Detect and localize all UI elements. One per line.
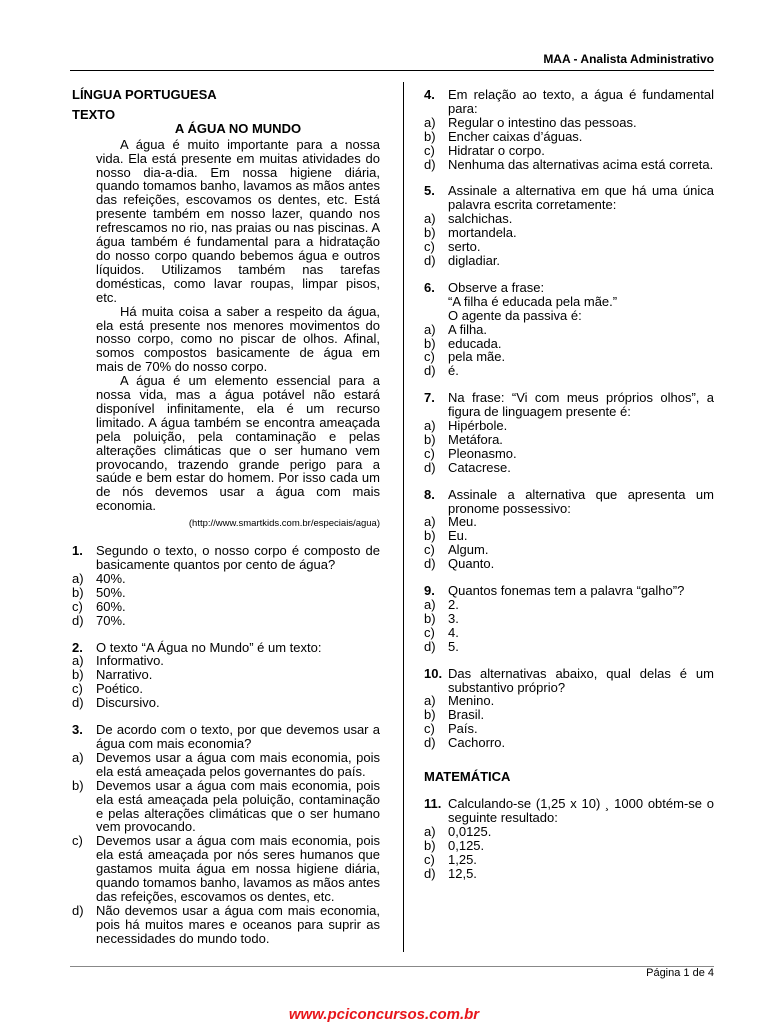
page-number: Página 1 de 4 [646,967,714,979]
option-letter: a) [72,570,84,586]
answer-option [424,529,714,543]
question-stem: Assinale a alternativa em que há uma única palavra escrita corretamente: [448,183,714,213]
question [424,797,714,880]
option-text: Pleonasmo. [448,445,517,461]
section-heading: LÍNGUA PORTUGUESA [72,87,217,102]
answer-option [424,612,714,626]
question-stem: Das alternativas abaixo, qual delas é um substantivo próprio? [448,665,714,695]
answer-option [424,722,714,736]
answer-option [424,433,714,447]
answer-option [72,586,380,600]
option-text: 4. [448,624,459,640]
option-letter: a) [424,418,436,434]
question [72,544,380,627]
question-stem: De acordo com o texto, por que devemos usar a água com mais economia? [96,722,380,751]
right-questions-b [424,391,714,750]
option-text: Hidratar o corpo. [448,142,545,158]
answer-option [424,323,714,337]
passage-source: (http://www.smartkids.com.br/especiais/agua) [188,518,380,530]
option-letter: b) [424,335,436,351]
option-letter: b) [424,431,436,447]
answer-option [72,600,380,614]
option-letter: a) [72,749,84,765]
answer-option [424,212,714,226]
question-number: 7. [424,390,435,406]
option-text: A filha. [448,321,488,337]
option-letter: d) [424,252,436,268]
q6-options [424,323,714,379]
option-text: Quanto. [448,556,495,572]
texto-label: TEXTO [72,106,116,122]
option-text: serto. [448,239,481,255]
right-column [424,88,714,880]
question-number: 9. [424,583,435,599]
option-letter: d) [424,156,436,172]
option-text: mortandela. [448,225,517,241]
question [424,488,714,571]
question [72,723,380,946]
option-letter: c) [72,598,83,614]
option-text: 40%. [96,570,126,586]
answer-option [424,708,714,722]
option-text: é. [448,363,459,379]
question-number: 2. [72,639,83,655]
option-letter: c) [424,542,435,558]
question [72,641,380,711]
option-letter: c) [424,349,435,365]
option-text: Narrativo. [96,667,153,683]
option-letter: b) [424,528,436,544]
question-number: 11. [424,795,442,811]
footer-rule [70,966,714,967]
option-text: Metáfora. [448,431,503,447]
exam-title: MAA - Analista Administrativo [543,52,714,66]
answer-option [424,337,714,351]
question [424,667,714,750]
option-text: 0,125. [448,837,485,853]
option-text: 12,5. [448,865,477,881]
answer-option [424,557,714,571]
answer-option [72,682,380,696]
question [424,391,714,474]
option-letter: d) [424,363,436,379]
option-letter: c) [424,624,435,640]
option-letter: d) [424,556,436,572]
answer-option [424,853,714,867]
option-text: Algum. [448,542,489,558]
answer-option [72,834,380,904]
answer-option [72,751,380,779]
answer-option [424,240,714,254]
right-questions-a [424,88,714,268]
option-letter: d) [424,865,436,881]
answer-option [424,419,714,433]
answer-option [424,116,714,130]
option-text: Encher caixas d’águas. [448,128,583,144]
option-letter: d) [424,459,436,475]
option-letter: c) [72,681,83,697]
answer-option [72,614,380,628]
question [424,88,714,171]
option-letter: d) [424,638,436,654]
option-text: Nenhuma das alternativas acima está correta. [448,156,714,172]
answer-option [424,867,714,881]
section2-heading: MATEMÁTICA [424,769,511,785]
option-text: educada. [448,335,502,351]
passage-paragraph: A água é um elemento essencial para a nossa vida, mas a água potável não estará disponível infinitamente, ela é um recurso limitado. A água também se encontra ameaçada pela poluição, pela contaminação e pelas alterações climáticas que o ser humano vem provocando, trazendo grande perigo para a saúde e bem estar do homem. Por isso cada um de nós devemos usar a água com mais economia. [96,373,380,514]
question-stem: Observe a frase: [448,279,545,295]
option-letter: d) [72,902,84,918]
answer-option [424,825,714,839]
answer-option [424,626,714,640]
question-stem: O texto “A Água no Mundo” é um texto: [96,639,322,655]
answer-option [424,447,714,461]
answer-option [424,461,714,475]
answer-option [424,515,714,529]
question-stem: Segundo o texto, o nosso corpo é composto de basicamente quantos por cento de água? [96,543,380,572]
option-letter: d) [424,735,436,751]
option-text: Discursivo. [96,695,160,711]
option-letter: b) [72,777,84,793]
option-text: Não devemos usar a água com mais economia, pois há muitos mares e oceanos para suprir as necessidades do mundo todo. [96,902,380,946]
left-column [72,88,380,946]
option-letter: a) [424,514,436,530]
question-number: 4. [424,87,435,102]
question-number: 1. [72,543,83,559]
answer-option [424,350,714,364]
option-text: Devemos usar a água com mais economia, pois ela está ameaçada pela poluição, contaminação e pelas alterações climáticas que o ser humano vem provocando. [96,777,380,835]
option-letter: b) [424,837,436,853]
answer-option [424,640,714,654]
passage-title: A ÁGUA NO MUNDO [174,120,302,136]
question-number: 10. [424,665,443,681]
passage [96,138,380,531]
option-text: Devemos usar a água com mais economia, pois ela está ameaçada pelos governantes do país. [96,749,380,779]
option-text: 3. [448,610,459,626]
option-letter: c) [424,721,435,737]
option-letter: c) [424,851,435,867]
option-letter: b) [424,707,436,723]
question [424,584,714,654]
option-text: 60%. [96,598,126,614]
answer-option [424,130,714,144]
option-text: salchichas. [448,211,513,227]
column-divider [403,82,404,952]
question-stem: Na frase: “Vi com meus próprios olhos”, a figura de linguagem presente é: [448,390,714,420]
left-questions [72,544,380,945]
option-letter: b) [424,610,436,626]
answer-option [424,598,714,612]
site-link[interactable]: www.pciconcursos.com.br [288,1006,480,1023]
option-text: Devemos usar a água com mais economia, pois ela está ameaçada por nós seres humanos que gastamos muita água em nossa higiene diária, quando tomamos banho, lavamos as mãos antes das refeições, escovamos os dentes, etc. [96,833,381,904]
option-letter: c) [424,239,435,255]
header-rule [70,70,714,71]
option-text: digladiar. [448,252,501,268]
option-text: Catacrese. [448,459,511,475]
answer-option [424,694,714,708]
passage-paragraph: Há muita coisa a saber a respeito da água, ela está presente nos menores movimentos do nosso corpo, como no piscar de olhos. Afinal, somos compostos basicamente de água em mais de 70% do nosso corpo. [96,303,380,375]
option-letter: c) [72,833,83,849]
option-text: 70%. [96,612,126,628]
option-text: 2. [448,597,459,612]
option-text: Cachorro. [448,735,506,751]
answer-option [424,364,714,378]
answer-option [424,158,714,172]
answer-option [72,668,380,682]
option-letter: c) [424,142,435,158]
answer-option [424,736,714,750]
right-questions-c [424,797,714,880]
option-letter: a) [424,823,436,839]
answer-option [72,696,380,710]
option-text: Regular o intestino das pessoas. [448,114,637,130]
question-subprompt: O agente da passiva é: [448,307,582,323]
question-stem: Assinale a alternativa que apresenta um pronome possessivo: [448,486,714,516]
option-letter: a) [424,693,436,709]
answer-option [424,543,714,557]
answer-option [72,904,380,946]
option-text: Brasil. [448,707,485,723]
question-number: 5. [424,183,435,199]
answer-option [72,654,380,668]
answer-option [424,144,714,158]
option-letter: a) [424,321,436,337]
answer-option [424,254,714,268]
answer-option [72,779,380,835]
option-letter: b) [424,128,436,144]
answer-option [424,839,714,853]
passage-paragraph: A água é muito importante para a nossa vida. Ela está presente em muitas atividades do nosso dia-a-dia. Em nossa higiene diária, quando tomamos banho, lavamos as mãos antes das refeições, escovamos os dentes, etc. Está presente também em nosso lazer, quando nos refrescamos no rio, nas praias ou nas piscinas. A água também é fundamental para a hidratação do nosso corpo quando bebemos água e outros líquidos. Utilizamos também nas tarefas domésticas, como lavar roupas, limpar pisos, etc. [96,136,381,305]
question-stem: Calculando-se (1,25 x 10) ¸ 1000 obtém-se o seguinte resultado: [448,795,714,825]
answer-option [72,572,380,586]
question-number: 6. [424,279,435,295]
question-number: 3. [72,722,83,738]
question-stem: Quantos fonemas tem a palavra “galho”? [448,583,685,599]
option-text: pela mãe. [448,349,506,365]
option-text: País. [448,721,478,737]
question-number: 8. [424,486,435,502]
option-text: Poético. [96,681,143,697]
option-letter: a) [424,114,436,130]
option-letter: a) [72,653,84,669]
option-letter: d) [72,695,84,711]
question-stem: Em relação ao texto, a água é fundamental para: [448,87,714,116]
question-6 [424,281,714,378]
option-letter: d) [72,612,84,628]
option-text: Menino. [448,693,495,709]
question-quote: “A filha é educada pela mãe.” [448,293,618,309]
option-text: Informativo. [96,653,164,669]
option-letter: a) [424,211,436,227]
option-text: 50%. [96,584,126,600]
answer-option [424,226,714,240]
option-text: 0,0125. [448,823,492,839]
option-letter: c) [424,445,435,461]
option-text: Meu. [448,514,477,530]
option-letter: b) [72,584,84,600]
option-text: Hipérbole. [448,418,508,434]
option-text: 5. [448,638,459,654]
option-letter: a) [424,597,436,612]
question [424,184,714,267]
option-text: 1,25. [448,851,477,867]
option-text: Eu. [448,528,468,544]
option-letter: b) [72,667,84,683]
option-letter: b) [424,225,436,241]
